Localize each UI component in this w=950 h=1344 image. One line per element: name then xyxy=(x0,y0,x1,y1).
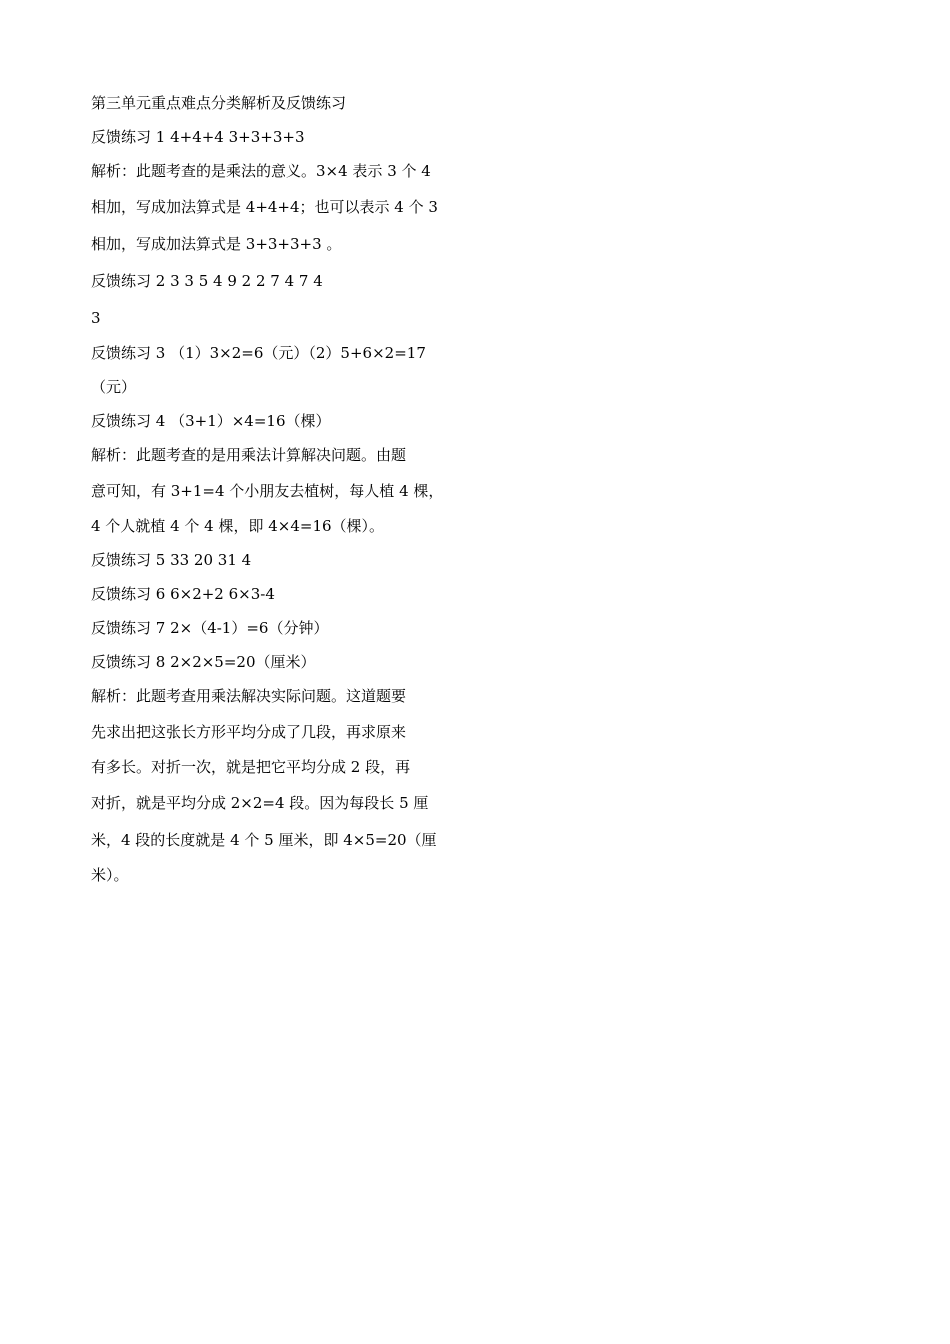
feedback-8-answer: 反馈练习 8 2×2×5=20（厘米） xyxy=(91,653,316,671)
analysis-8-line-6: 米）。 xyxy=(91,866,129,884)
analysis-1-line-1: 解析：此题考查的是乘法的意义。3×4 表示 3 个 4 xyxy=(91,162,431,180)
feedback-3-answer-cont: （元） xyxy=(91,378,137,396)
analysis-4-line-2: 意可知，有 3+1=4 个小朋友去植树，每人植 4 棵， xyxy=(91,482,444,500)
feedback-4-answer: 反馈练习 4 （3+1）×4=16（棵） xyxy=(91,412,331,430)
feedback-2-answer-cont: 3 xyxy=(91,309,101,327)
analysis-8-line-1: 解析：此题考查用乘法解决实际问题。这道题要 xyxy=(91,687,407,705)
analysis-8-line-2: 先求出把这张长方形平均分成了几段，再求原来 xyxy=(91,723,407,741)
feedback-6-answer: 反馈练习 6 6×2+2 6×3-4 xyxy=(91,585,275,603)
analysis-8-line-3: 有多长。对折一次，就是把它平均分成 2 段，再 xyxy=(91,758,411,776)
document-title: 第三单元重点难点分类解析及反馈练习 xyxy=(91,94,347,112)
feedback-2-answer: 反馈练习 2 3 3 5 4 9 2 2 7 4 7 4 xyxy=(91,272,323,290)
analysis-8-line-4: 对折，就是平均分成 2×2=4 段。因为每段长 5 厘 xyxy=(91,794,429,812)
feedback-1-answer: 反馈练习 1 4+4+4 3+3+3+3 xyxy=(91,128,305,146)
analysis-8-line-5: 米，4 段的长度就是 4 个 5 厘米，即 4×5=20（厘 xyxy=(91,831,437,849)
analysis-4-line-1: 解析：此题考查的是用乘法计算解决问题。由题 xyxy=(91,446,407,464)
document-page xyxy=(91,86,471,892)
feedback-7-answer: 反馈练习 7 2×（4-1）=6（分钟） xyxy=(91,619,329,637)
feedback-3-answer: 反馈练习 3 （1）3×2=6（元）（2）5+6×2=17 xyxy=(91,344,426,362)
analysis-1-line-3: 相加，写成加法算式是 3+3+3+3 。 xyxy=(91,235,342,253)
analysis-4-line-3: 4 个人就植 4 个 4 棵，即 4×4=16（棵）。 xyxy=(91,517,385,535)
feedback-5-answer: 反馈练习 5 33 20 31 4 xyxy=(91,551,252,569)
analysis-1-line-2: 相加，写成加法算式是 4+4+4；也可以表示 4 个 3 xyxy=(91,198,438,216)
